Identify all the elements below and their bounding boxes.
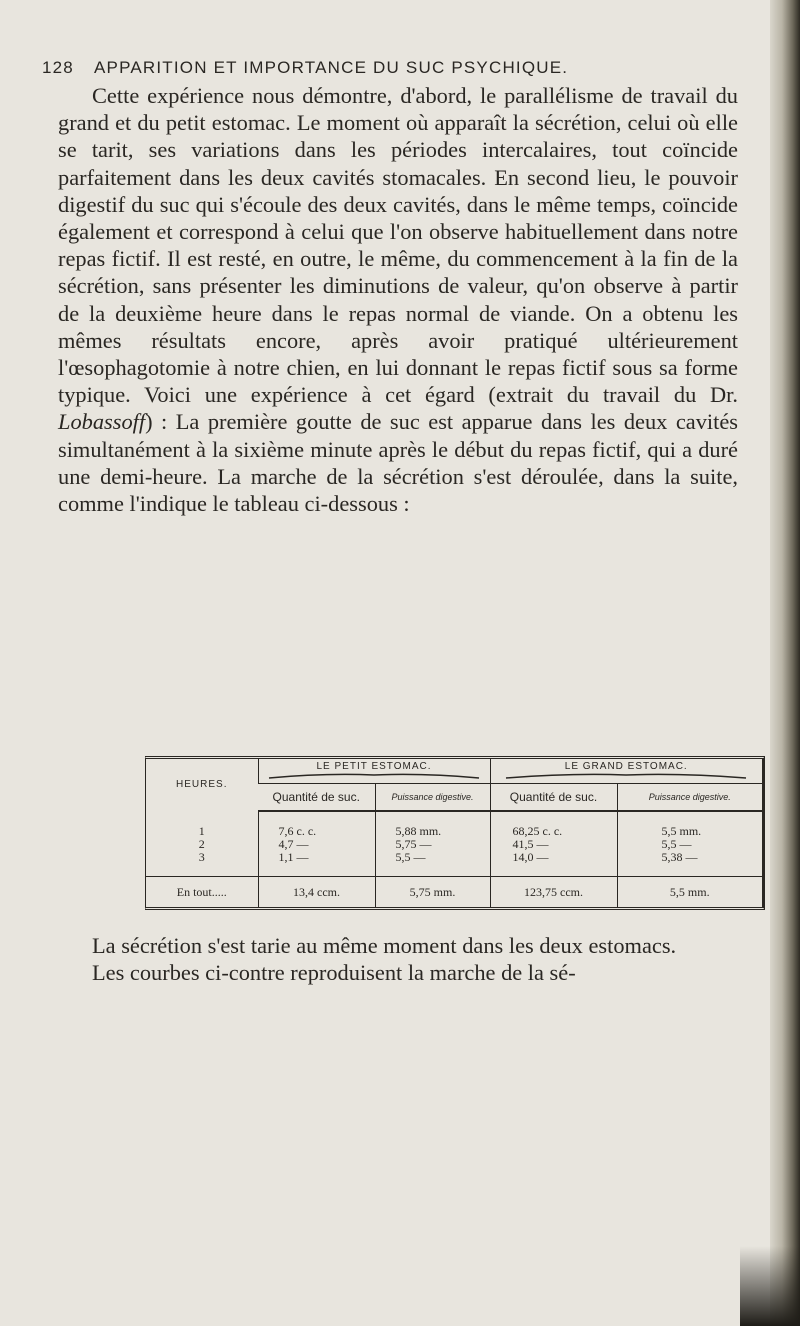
row-heure: 2 — [198, 836, 205, 851]
secretion-table — [145, 756, 765, 910]
sub-quantite-petit: Quantité de suc. — [258, 783, 375, 811]
paragraph-text-end: ) : La première goutte de suc est apparue dans les deux cavités simultanément à la sixième minute après le début du repas fictif, qui a duré une demi-heure. La marche de la sécrétion s'est déroulée, dans la suite, comme l'indique le tableau ci-dessous : — [58, 409, 738, 517]
paragraph-secretion-tarie: La sécrétion s'est tarie au même moment dans les deux estomacs. — [92, 933, 677, 958]
total-grand-puissance: 5,5 mm. — [617, 877, 762, 908]
book-corner-shadow — [740, 1246, 800, 1326]
brace-wave-icon — [501, 772, 751, 780]
grand-puissance: 5,5 — — [661, 837, 692, 852]
closing-paragraphs — [58, 932, 738, 986]
grand-quantite: 68,25 c. c. — [512, 824, 563, 839]
running-title: APPARITION ET IMPORTANCE DU SUC PSYCHIQUE. — [94, 58, 569, 77]
page-number: 128 — [42, 58, 74, 77]
grand-puissance: 5,38 — — [661, 850, 698, 865]
main-paragraph — [58, 82, 738, 517]
paragraph-text-start: Cette expérience nous démontre, d'abord, le parallélisme de travail du grand et du petit estomac. Le moment où apparaît la sécrétion, celui où elle se tarit, ses variations dans les périodes intercalaires, tout coïncide parfaitement dans les deux cavités stomacales. En second lieu, le pouvoir digestif du suc qui s'écoule des deux cavités, dans le même temps, coïncide également et correspond à celui que l'on observe habituellement dans notre repas fictif. Il est resté, en outre, le même, du commencement à la fin de la sécrétion, sans présenter les diminutions de valeur, qu'on observe à partir de la deuxième heure dans le repas normal de viande. On a obtenu les mêmes résultats encore, après avoir pratiqué ultérieurement l'œsophagotomie à notre chien, en lui donnant le repas fictif sous sa forme typique. Voici une expérience à cet égard (extrait du travail du Dr. — [58, 83, 738, 408]
petit-quantite: 1,1 — — [278, 850, 309, 865]
grand-quantite: 41,5 — — [512, 837, 549, 852]
book-edge-shadow — [770, 0, 800, 1326]
petit-puissance: 5,88 mm. — [395, 824, 442, 839]
sub-quantite-grand: Quantité de suc. — [490, 783, 617, 811]
sub-puissance-petit: Puissance digestive. — [375, 783, 490, 811]
total-petit-quantite: 13,4 ccm. — [258, 877, 375, 908]
row-heure: 1 — [198, 823, 205, 838]
total-label: En tout..... — [146, 877, 258, 908]
col-heures: HEURES. — [176, 779, 228, 791]
row-heure: 3 — [198, 849, 205, 864]
author-name: Lobassoff — [58, 409, 146, 435]
total-grand-quantite: 123,75 ccm. — [490, 877, 617, 908]
table-row — [146, 811, 762, 877]
grand-puissance: 5,5 mm. — [661, 824, 702, 839]
brace-wave-icon — [264, 772, 484, 780]
petit-quantite: 4,7 — — [278, 837, 309, 852]
group-grand-estomac: LE GRAND ESTOMAC. — [490, 759, 762, 783]
total-petit-puissance: 5,75 mm. — [375, 877, 490, 908]
sub-puissance-grand: Puissance digestive. — [617, 783, 762, 811]
petit-puissance: 5,5 — — [395, 850, 426, 865]
group-petit-estomac: LE PETIT ESTOMAC. — [258, 759, 490, 783]
running-header — [42, 58, 722, 78]
grand-quantite: 14,0 — — [512, 850, 549, 865]
petit-puissance: 5,75 — — [395, 837, 432, 852]
petit-quantite: 7,6 c. c. — [278, 824, 317, 839]
table-total-row — [146, 877, 762, 908]
paragraph-courbes: Les courbes ci-contre reproduisent la marche de la sé- — [92, 960, 576, 986]
